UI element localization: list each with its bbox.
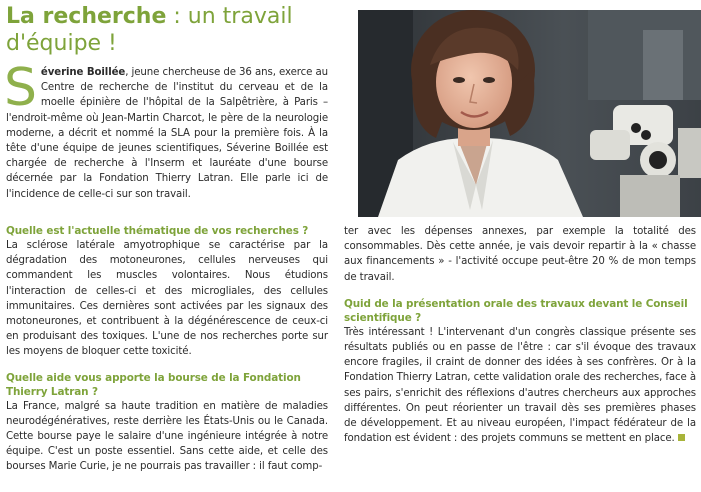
left-column: [6, 224, 328, 486]
researcher-name: éverine Boillée: [40, 67, 126, 78]
right-column: [344, 224, 696, 457]
researcher-portrait-icon: [358, 10, 701, 217]
end-of-article-icon: [678, 434, 685, 441]
answer-2: La France, malgré sa haute tradition en matière de maladies neurodégénératives, reste derrière les États-Unis ou le Canada. Cette bourse paye le salaire d'une ingénieure intégrée à notre équipe. C'est un poste essentiel. Sans cette aide, et celle des bourses Marie Curie, je ne pourrais pas travailler : il faut comp-: [6, 400, 328, 473]
question-2: Quelle aide vous apporte la bourse de la Fondation Thierry Latran ?: [6, 371, 301, 398]
question-3: Quid de la présentation orale des travaux devant le Conseil scientifique ?: [344, 297, 688, 324]
question-1: Quelle est l'actuelle thématique de vos recherches ?: [6, 225, 309, 237]
article-title-bold: La recherche: [6, 4, 167, 29]
drop-cap: S: [4, 58, 37, 118]
answer-1: La sclérose latérale amyotrophique se caractérise par la dégradation des motoneurones, cellules nerveuses qui commandent les muscles volontaires. Nous étudions l'interaction de celles-ci et des microgliales, des cellules immunitaires. Ces dernières sont activées par les signaux des motoneurones, et contribuent à la dégénérescence de ceux-ci en produisant des toxiques. L'une de nos recherches porte sur les moyens de bloquer cette toxicité.: [6, 240, 328, 358]
intro-paragraph: [4, 58, 329, 202]
intro-text: , jeune chercheuse de 36 ans, exerce au Centre de recherche de l'institut du cerveau et de la moelle épinière de l'hôpital de la Salpêtrière, à Paris – l'endroit-même où Jean-Martin Charcot, le père de la neurologie moderne, a décrit et nommé la SLA pour la première fois. À la tête d'une équipe de jeunes scientifiques, Séverine Boillée est chargée de recherche à l'Inserm et lauréate d'une bourse décernée par la Fondation Thierry Latran. Elle parle ici de l'incidence de celle-ci sur son travail.: [6, 67, 329, 200]
answer-2-continuation: ter avec les dépenses annexes, par exemple la totalité des consommables. Dès cette année, je vais devoir repartir à la « chasse aux financements » - l'activité occupe peut-être 20 % de mon temps de travail.: [344, 226, 696, 283]
answer-3-wrapper: [344, 325, 696, 447]
article-title-rest: : un travail d'équipe !: [6, 4, 293, 56]
article-title: [6, 3, 336, 57]
researcher-photo: [358, 10, 701, 217]
answer-3: Très intéressant ! L'intervenant d'un congrès classique présente ses résultats publiés ou en passe de l'être : car s'il évoque des travaux encore fragiles, il craint de donner des idées à ses confrères. Or à la Fondation Thierry Latran, cette validation orale des recherches, face à ses pairs, s'enrichit des réflexions d'autres chercheurs aux approches différentes. On peut réorienter un travail dès ses premières phases de développement. Et au niveau européen, l'impact fédérateur de la fondation est évident : des projets communs se mettent en place.: [344, 326, 696, 445]
